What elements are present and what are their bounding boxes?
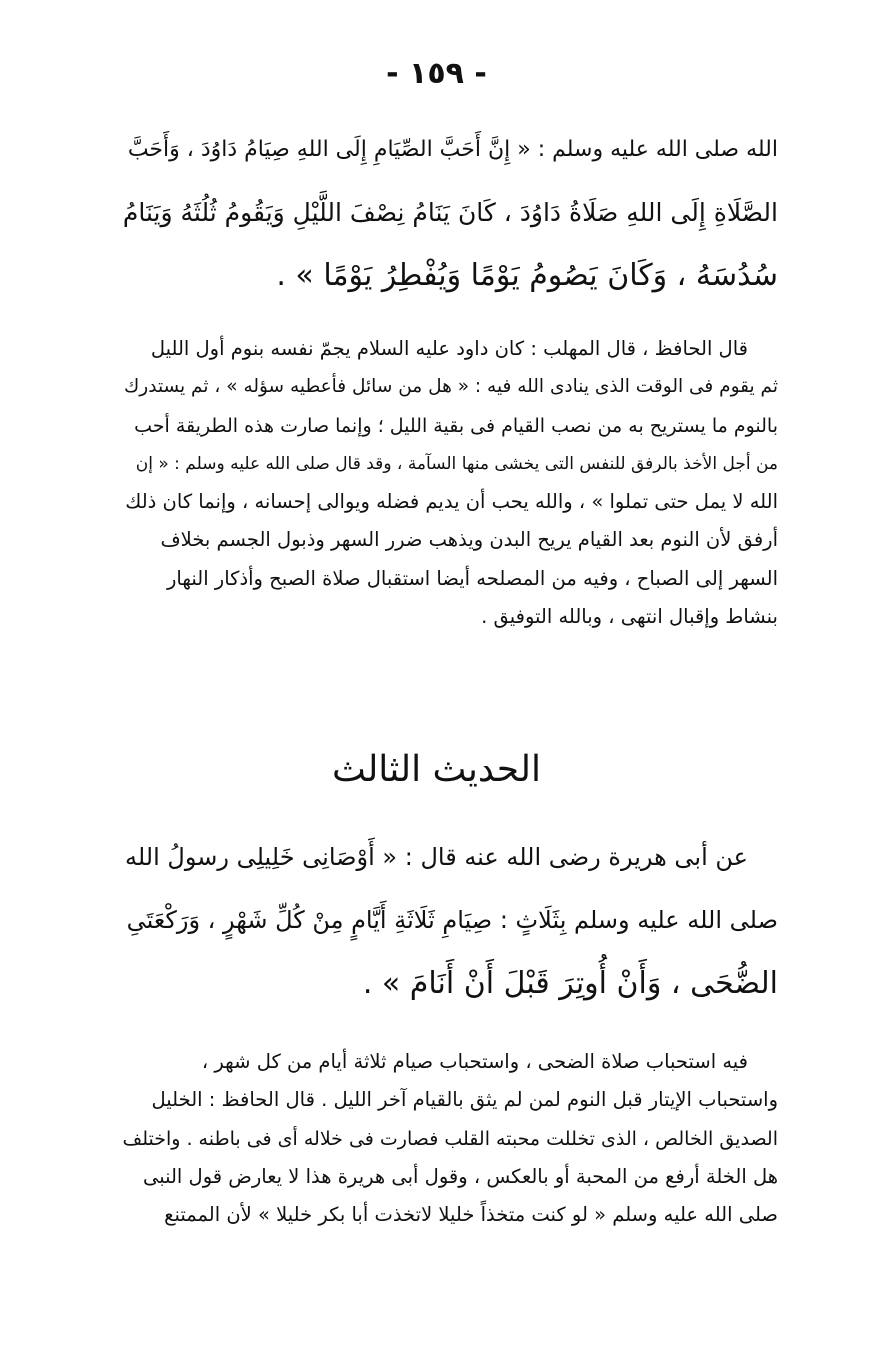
text-line: صلى الله عليه وسلم « لو كنت متخذاً خليلا لاتخذت أبا بكر خليلا » لأن الممتنع: [164, 1203, 778, 1227]
text-line: سُدُسَهُ ، وَكَانَ يَصُومُ يَوْمًا وَيُفْطِرُ يَوْمًا » .: [276, 258, 778, 293]
text-line: عن أبى هريرة رضى الله عنه قال : « أَوْصَانِى خَلِيلِى رسولُ الله: [124, 843, 748, 871]
hadith-three-text: [118, 826, 778, 1015]
text-line: السهر إلى الصباح ، وفيه من المصلحه أيضا استقبال صلاة الصبح وأذكار النهار: [167, 566, 778, 590]
text-line: ثم يقوم فى الوقت الذى ينادى الله فيه : « هل من سائل فأعطيه سؤله » ، ثم يستدرك: [124, 376, 778, 398]
text-line: من أجل الأخذ بالرفق للنفس التى يخشى منها السآمة ، وقد قال صلى الله عليه وسلم : « إن: [135, 453, 778, 474]
text-line: هل الخلة أرفع من المحبة أو بالعكس ، وقول أبى هريرة هذا لا يعارض قول النبى: [142, 1164, 778, 1188]
text-line: الضُّحَى ، وَأَنْ أُوتِرَ قَبْلَ أَنْ أَنَامَ » .: [362, 966, 778, 1001]
text-line: أرفق لأن النوم بعد القيام يريح البدن ويذهب ضرر السهر وذبول الجسم بخلاف: [160, 528, 778, 552]
text-line: صلى الله عليه وسلم بِثَلَاثٍ : صِيَامِ ثَلَاثَةِ أَيَّامٍ مِنْ كُلِّ شَهْرٍ ، وَرَكْعَتَىِ: [126, 906, 778, 934]
text-line: الله لا يمل حتى تملوا » ، والله يحب أن يديم فضله ويوالى إحسانه ، وإنما كان ذلك: [125, 490, 778, 514]
text-line: الله صلى الله عليه وسلم : « إِنَّ أَحَبَّ الصِّيَامِ إِلَى اللهِ صِيَامُ دَاوُدَ ، وَأَحَبَّ: [127, 137, 778, 162]
hadith-two-ending: [118, 118, 778, 307]
commentary-paragraph-two: [118, 1043, 778, 1234]
text-line: الصديق الخالص ، الذى تخللت محبته القلب فصارت فى خلاله أى فى باطنه . واختلف: [122, 1127, 778, 1150]
text-line: قال الحافظ ، قال المهلب : كان داود عليه السلام يجمّ نفسه بنوم أول الليل: [150, 337, 748, 360]
text-line: الصَّلَاةِ إِلَى اللهِ صَلَاةُ دَاوُدَ ، كَانَ يَنَامُ نِصْفَ اللَّيْلِ وَيَقُومُ ثُلُثَهُ وَيَنَامُ: [122, 198, 778, 227]
commentary-paragraph-one: [118, 330, 778, 636]
text-line: بنشاط وإقبال انتهى ، وبالله التوفيق .: [481, 605, 778, 629]
page-number: - ١٥٩ -: [386, 56, 487, 91]
text-line: بالنوم ما يستريح به من نصب القيام فى بقية الليل ؛ وإنما صارت هذه الطريقة أحب: [134, 414, 778, 437]
text-line: فيه استحباب صلاة الضحى ، واستحباب صيام ثلاثة أيام من كل شهر ،: [201, 1050, 748, 1073]
section-heading: الحديث الثالث: [331, 749, 542, 790]
text-line: واستحباب الإيتار قبل النوم لمن لم يثق بالقيام آخر الليل . قال الحافظ : الخليل: [151, 1088, 778, 1112]
